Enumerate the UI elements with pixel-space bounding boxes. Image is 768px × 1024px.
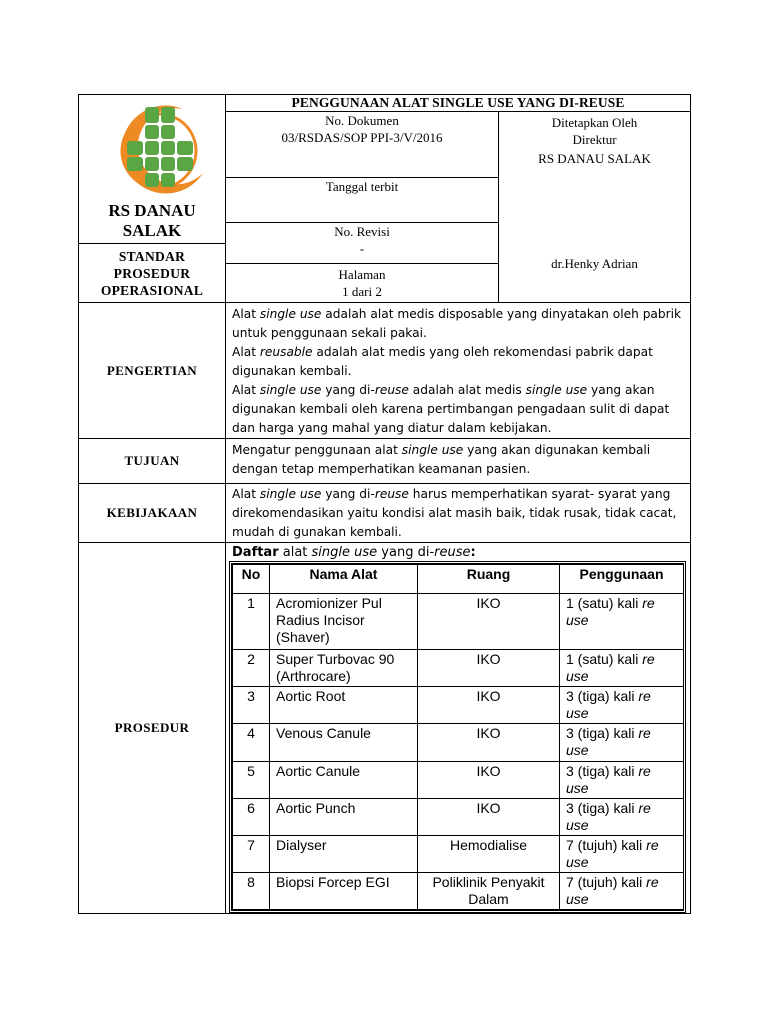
cell-ruang: IKO bbox=[418, 724, 560, 762]
document-title: PENGGUNAAN ALAT SINGLE USE YANG DI-REUSE bbox=[226, 95, 691, 112]
cell-nama-alat: Dialyser bbox=[270, 836, 418, 873]
prosedur-label: PROSEDUR bbox=[79, 543, 226, 914]
column-header-no: No bbox=[233, 565, 270, 594]
cell-nama-alat: Venous Canule bbox=[270, 724, 418, 762]
cell-no: 1 bbox=[233, 594, 270, 650]
device-table-frame bbox=[229, 561, 686, 913]
cell-penggunaan: 3 (tiga) kali re use bbox=[560, 724, 684, 762]
issue-date-label: Tanggal terbit bbox=[325, 179, 399, 194]
table-row bbox=[233, 873, 684, 910]
prosedur-content bbox=[226, 543, 691, 914]
cell-nama-alat: Aortic Punch bbox=[270, 799, 418, 836]
doc-number-label: No. Dokumen bbox=[325, 113, 399, 128]
cell-ruang: Hemodialise bbox=[418, 836, 560, 873]
cell-penggunaan: 7 (tujuh) kali re use bbox=[560, 836, 684, 873]
kebijakaan-label: KEBIJAKAAN bbox=[79, 484, 226, 543]
cell-nama-alat: Biopsi Forcep EGI bbox=[270, 873, 418, 910]
hospital-name bbox=[79, 201, 225, 241]
cell-nama-alat: Aortic Canule bbox=[270, 762, 418, 799]
cell-ruang: IKO bbox=[418, 799, 560, 836]
page-value: 1 dari 2 bbox=[342, 284, 382, 299]
cell-nama-alat: Acromionizer Pul Radius Incisor (Shaver) bbox=[270, 594, 418, 650]
table-row bbox=[233, 836, 684, 873]
cell-ruang: IKO bbox=[418, 687, 560, 724]
cell-no: 6 bbox=[233, 799, 270, 836]
approved-role: Direktur bbox=[572, 132, 617, 147]
page-label: Halaman bbox=[338, 267, 386, 282]
pengertian-label: PENGERTIAN bbox=[79, 303, 226, 439]
sop-label-line2: PROSEDUR bbox=[113, 265, 191, 281]
revision-value: - bbox=[359, 241, 365, 256]
column-header-nama-alat: Nama Alat bbox=[270, 565, 418, 594]
column-header-ruang: Ruang bbox=[418, 565, 560, 594]
cell-no: 4 bbox=[233, 724, 270, 762]
sop-label-line1: STANDAR bbox=[118, 248, 186, 264]
sop-label-cell bbox=[79, 244, 226, 303]
tujuan-text: Mengatur penggunaan alat single use yang akan digunakan kembali dengan tetap memperhatikan keamanan pasien. bbox=[226, 439, 691, 484]
cell-penggunaan: 1 (satu) kali re use bbox=[560, 650, 684, 687]
pengertian-paragraph-1: Alat single use adalah alat medis disposable yang dinyatakan oleh pabrik untuk penggunaan sekali pakai. bbox=[232, 307, 682, 340]
cell-penggunaan: 1 (satu) kali re use bbox=[560, 594, 684, 650]
pengertian-paragraph-3: Alat single use yang di-reuse adalah alat medis single use yang akan digunakan kembali oleh karena pertimbangan pengadaan sulit di dapat dan harga yang mahal yang diatur dalam kebijakan. bbox=[232, 383, 670, 435]
sop-document-table bbox=[78, 94, 691, 914]
hospital-logo bbox=[113, 101, 207, 197]
cell-nama-alat: Aortic Root bbox=[270, 687, 418, 724]
column-header-penggunaan: Penggunaan bbox=[560, 565, 684, 594]
cell-penggunaan: 3 (tiga) kali re use bbox=[560, 799, 684, 836]
logo-cross-icon bbox=[113, 101, 207, 197]
cell-ruang: IKO bbox=[418, 594, 560, 650]
cell-no: 5 bbox=[233, 762, 270, 799]
cell-nama-alat: Super Turbovac 90 (Arthrocare) bbox=[270, 650, 418, 687]
cell-no: 8 bbox=[233, 873, 270, 910]
approved-hospital: RS DANAU SALAK bbox=[538, 151, 651, 166]
table-row bbox=[233, 687, 684, 724]
doc-number-value: 03/RSDAS/SOP PPI-3/V/2016 bbox=[281, 130, 443, 145]
director-name: dr.Henky Adrian bbox=[551, 256, 638, 271]
kebijakaan-text: Alat single use yang di-reuse harus memperhatikan syarat- syarat yang direkomendasikan yaitu kondisi alat masih baik, tidak rusak, tidak cacat, mudah di gunakan kembali. bbox=[226, 484, 691, 543]
table-row bbox=[233, 650, 684, 687]
hospital-name-line2: SALAK bbox=[122, 221, 182, 240]
revision-cell bbox=[226, 223, 499, 264]
tujuan-label: TUJUAN bbox=[79, 439, 226, 484]
device-table bbox=[232, 564, 684, 910]
doc-number-cell bbox=[226, 112, 499, 178]
pengertian-text bbox=[226, 303, 691, 439]
hospital-logo-cell bbox=[79, 95, 226, 244]
cell-ruang: Poliklinik Penyakit Dalam bbox=[418, 873, 560, 910]
cell-ruang: IKO bbox=[418, 762, 560, 799]
cell-no: 2 bbox=[233, 650, 270, 687]
cell-penggunaan: 7 (tujuh) kali re use bbox=[560, 873, 684, 910]
issue-date-cell bbox=[226, 178, 499, 223]
prosedur-intro: Daftar alat single use yang di-reuse: bbox=[232, 545, 476, 560]
table-row bbox=[233, 799, 684, 836]
cell-penggunaan: 3 (tiga) kali re use bbox=[560, 762, 684, 799]
approval-cell bbox=[499, 112, 691, 303]
hospital-name-line1: RS DANAU bbox=[108, 201, 196, 220]
revision-label: No. Revisi bbox=[334, 224, 390, 239]
sop-label-line3: OPERASIONAL bbox=[100, 282, 204, 298]
table-row bbox=[233, 724, 684, 762]
cell-ruang: IKO bbox=[418, 650, 560, 687]
approved-by-label: Ditetapkan Oleh bbox=[551, 115, 638, 130]
table-row bbox=[233, 762, 684, 799]
table-row bbox=[233, 594, 684, 650]
device-table-header bbox=[233, 565, 684, 594]
cell-no: 3 bbox=[233, 687, 270, 724]
page-cell bbox=[226, 264, 499, 303]
cell-penggunaan: 3 (tiga) kali re use bbox=[560, 687, 684, 724]
cell-no: 7 bbox=[233, 836, 270, 873]
pengertian-paragraph-2: Alat reusable adalah alat medis yang oleh rekomendasi pabrik dapat digunakan kembali. bbox=[232, 345, 653, 378]
